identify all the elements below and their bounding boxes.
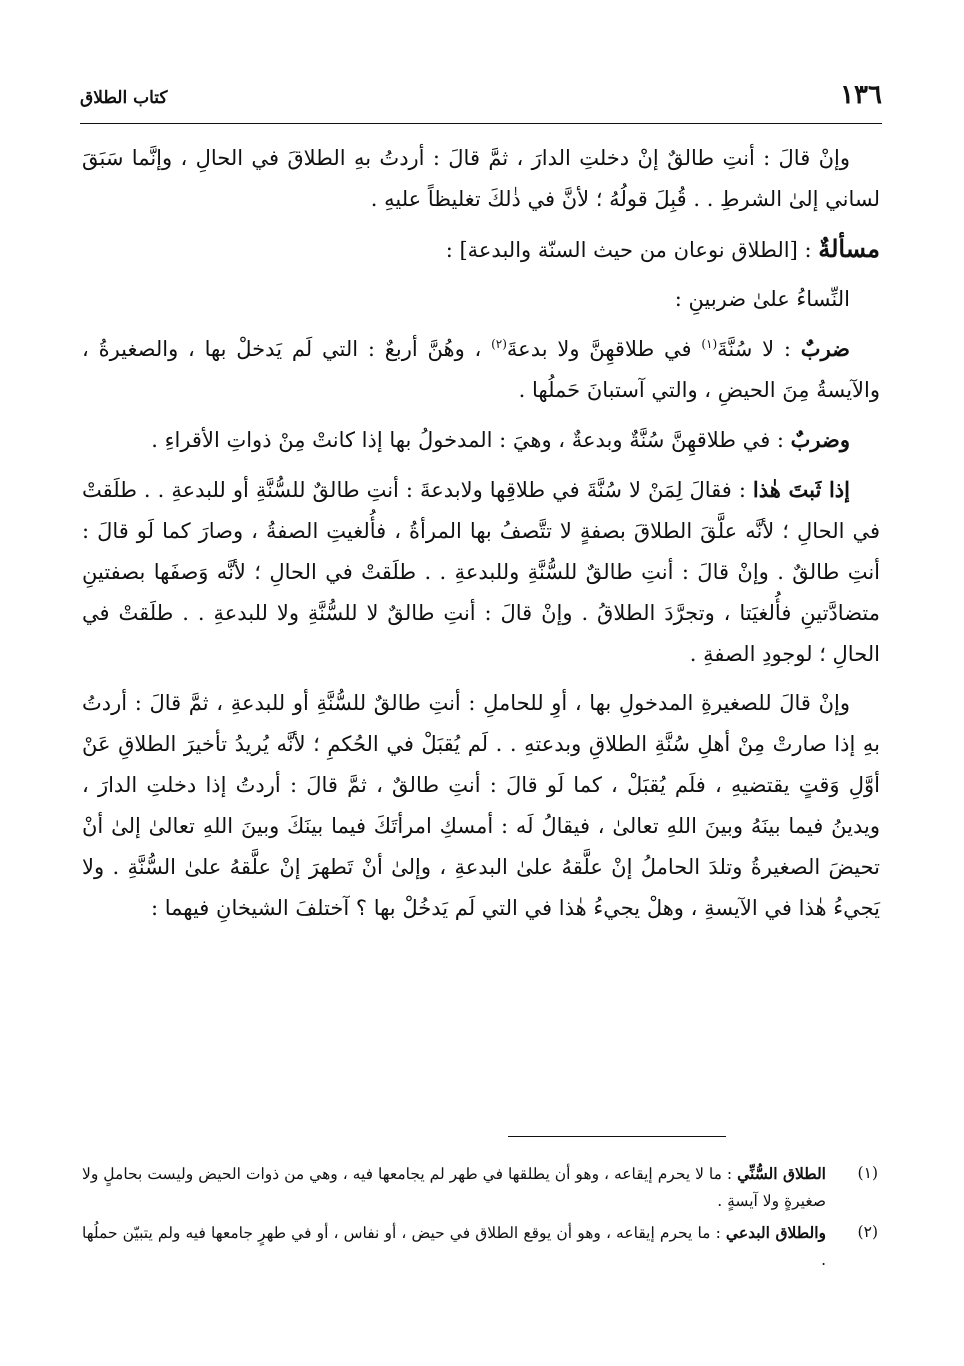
footnote-text: : ما لا يحرم إيقاعه ، وهو أن يطلقها في طهر لم يجامعها فيه ، وهي من ذوات الحيض وليست بحاملٍ ولا صغيرةٍ ولا آيسةٍ . [82,1165,826,1210]
footnote-number: (١) [857,1164,878,1182]
footnote-rule [508,1136,726,1137]
footnote-ref-2[interactable]: (٢) [491,337,507,351]
paragraph-6: وإنْ قالَ للصغيرةِ المدخولِ بها ، أوِ للحاملِ : أنتِ طالقٌ للسُّنَّةِ أو للبدعةِ ، ثمَّ قالَ : أردتُ بهِ إذا صارتْ مِنْ أهلِ سُنَّةِ الطلاقِ وبدعتهِ . . لَم يُقبَلْ في الحُكمِ ؛ لأنَّه يُريدُ تأخيرَ الطلاقِ عَنْ أوَّلِ وَقتٍ يقتضيهِ ، فلَم يُقبَلْ ، كما لَو قالَ : أنتِ طالقٌ ، ثمَّ قالَ : أردتُ إذا دخلتِ الدارَ ، ويدينُ فيما بينَهُ وبينَ اللهِ تعالىٰ ، فيقالُ لَه : أمسكِ امرأتَكَ فيما بينَكَ وبينَ اللهِ تعالىٰ إلىٰ أنْ تحيضَ الصغيرةُ وتلدَ الحاملُ إنْ علَّقهُ علىٰ البدعةِ ، وإلىٰ أنْ تَطهرَ إنْ علَّقهُ علىٰ السُّنَّةِ . ولا يَجيءُ هٰذا في الآيسةِ ، وهلْ يجيءُ هٰذا في التي لَم يَدخُلْ بها ؟ آختلفَ الشيخانِ فيهما : [82,691,880,920]
page-header [80,78,882,118]
lead-word: ضربٌ [800,336,850,361]
paragraph-text: : فقالَ لِمَنْ لا سُنَّةَ في طلاقِها ولابدعةَ : أنتِ طالقٌ للسُّنَّةِ أو للبدعةِ . . طلَقتْ في الحالِ ؛ لأنَّه علَّقَ الطلاقَ بصفةٍ لا تتَّصفُ بها المرأةُ ، فأُلغيتِ الصفةُ ، وصارَ كما لَو قالَ : أنتِ طالقٌ . وإنْ قالَ : أنتِ طالقٌ للسُّنَّةِ وللبدعةِ . . طلَقتْ في الحالِ ؛ لأنَّه وَصفَها بصفتينِ متضادَّتينِ فأُلغيَتا ، وتجرَّدَ الطلاقُ . وإنْ قالَ : أنتِ طالقٌ لا للسُّنَّةِ ولا للبدعةِ . . طلَقتْ في الحالِ ؛ لوجودِ الصفةِ . [82,478,880,666]
page-number: ١٣٦ [840,80,882,110]
paragraph-text: : في طلاقهِنَّ سُنَّةٌ وبدعةٌ ، وهيَ : المدخولُ بها إذا كانتْ مِنْ ذواتِ الأقراءِ . [151,428,791,452]
footnote-1 [82,1160,878,1215]
footnote-text: : ما يحرم إيقاعه ، وهو أن يوقع الطلاق في حيض ، أو نفاس ، أو في طهرٍ جامعها فيه ولم يتبيّن حملُها . [82,1224,826,1269]
masala-title: : [الطلاق نوعان من حيث السنّة والبدعة] : [445,238,819,262]
paragraph-1: وإنْ قالَ : أنتِ طالقٌ إنْ دخلتِ الدارَ ، ثمَّ قالَ : أردتُ بهِ الطلاقَ في الحالِ ، وإنَّما سَبَقَ لساني إلىٰ الشرطِ . . قُبِلَ قولُهُ ؛ لأنَّ في ذٰلكَ تغليظاً عليهِ . [82,146,880,211]
footnote-ref-1[interactable]: (١) [701,337,718,351]
footnotes [82,1160,878,1278]
lead-word: وضربٌ [790,427,850,452]
footnote-term: والطلاق البدعي [725,1223,826,1242]
footnote-number: (٢) [857,1223,878,1241]
paragraph-5 [82,469,880,675]
lead-phrase: إذا ثَبتَ هٰذا [752,477,850,502]
running-title: كتاب الطلاق [80,88,168,108]
main-text [82,138,880,937]
paragraph-3 [82,328,880,411]
paragraph-text: ، وهُنَّ أربعٌ : التي لَم يَدخلْ بها ، والصغيرةُ ، والآيسةُ مِنَ الحيضِ ، والتي آستبانَ حَملُها . [82,337,880,402]
masala-label: مسألةٌ [818,234,880,263]
footnote-2 [82,1219,878,1274]
footnote-term: الطلاق السُّنِّي [737,1164,826,1183]
masala-heading [82,228,880,271]
paragraph-text: في طلاقهِنَّ ولا بدعةَ [506,337,702,361]
paragraph-text: : لا سُنَّةَ [717,337,801,361]
header-rule [80,123,882,124]
paragraph-2: النِّساءُ علىٰ ضربينِ : [674,287,850,311]
paragraph-4 [82,419,880,461]
